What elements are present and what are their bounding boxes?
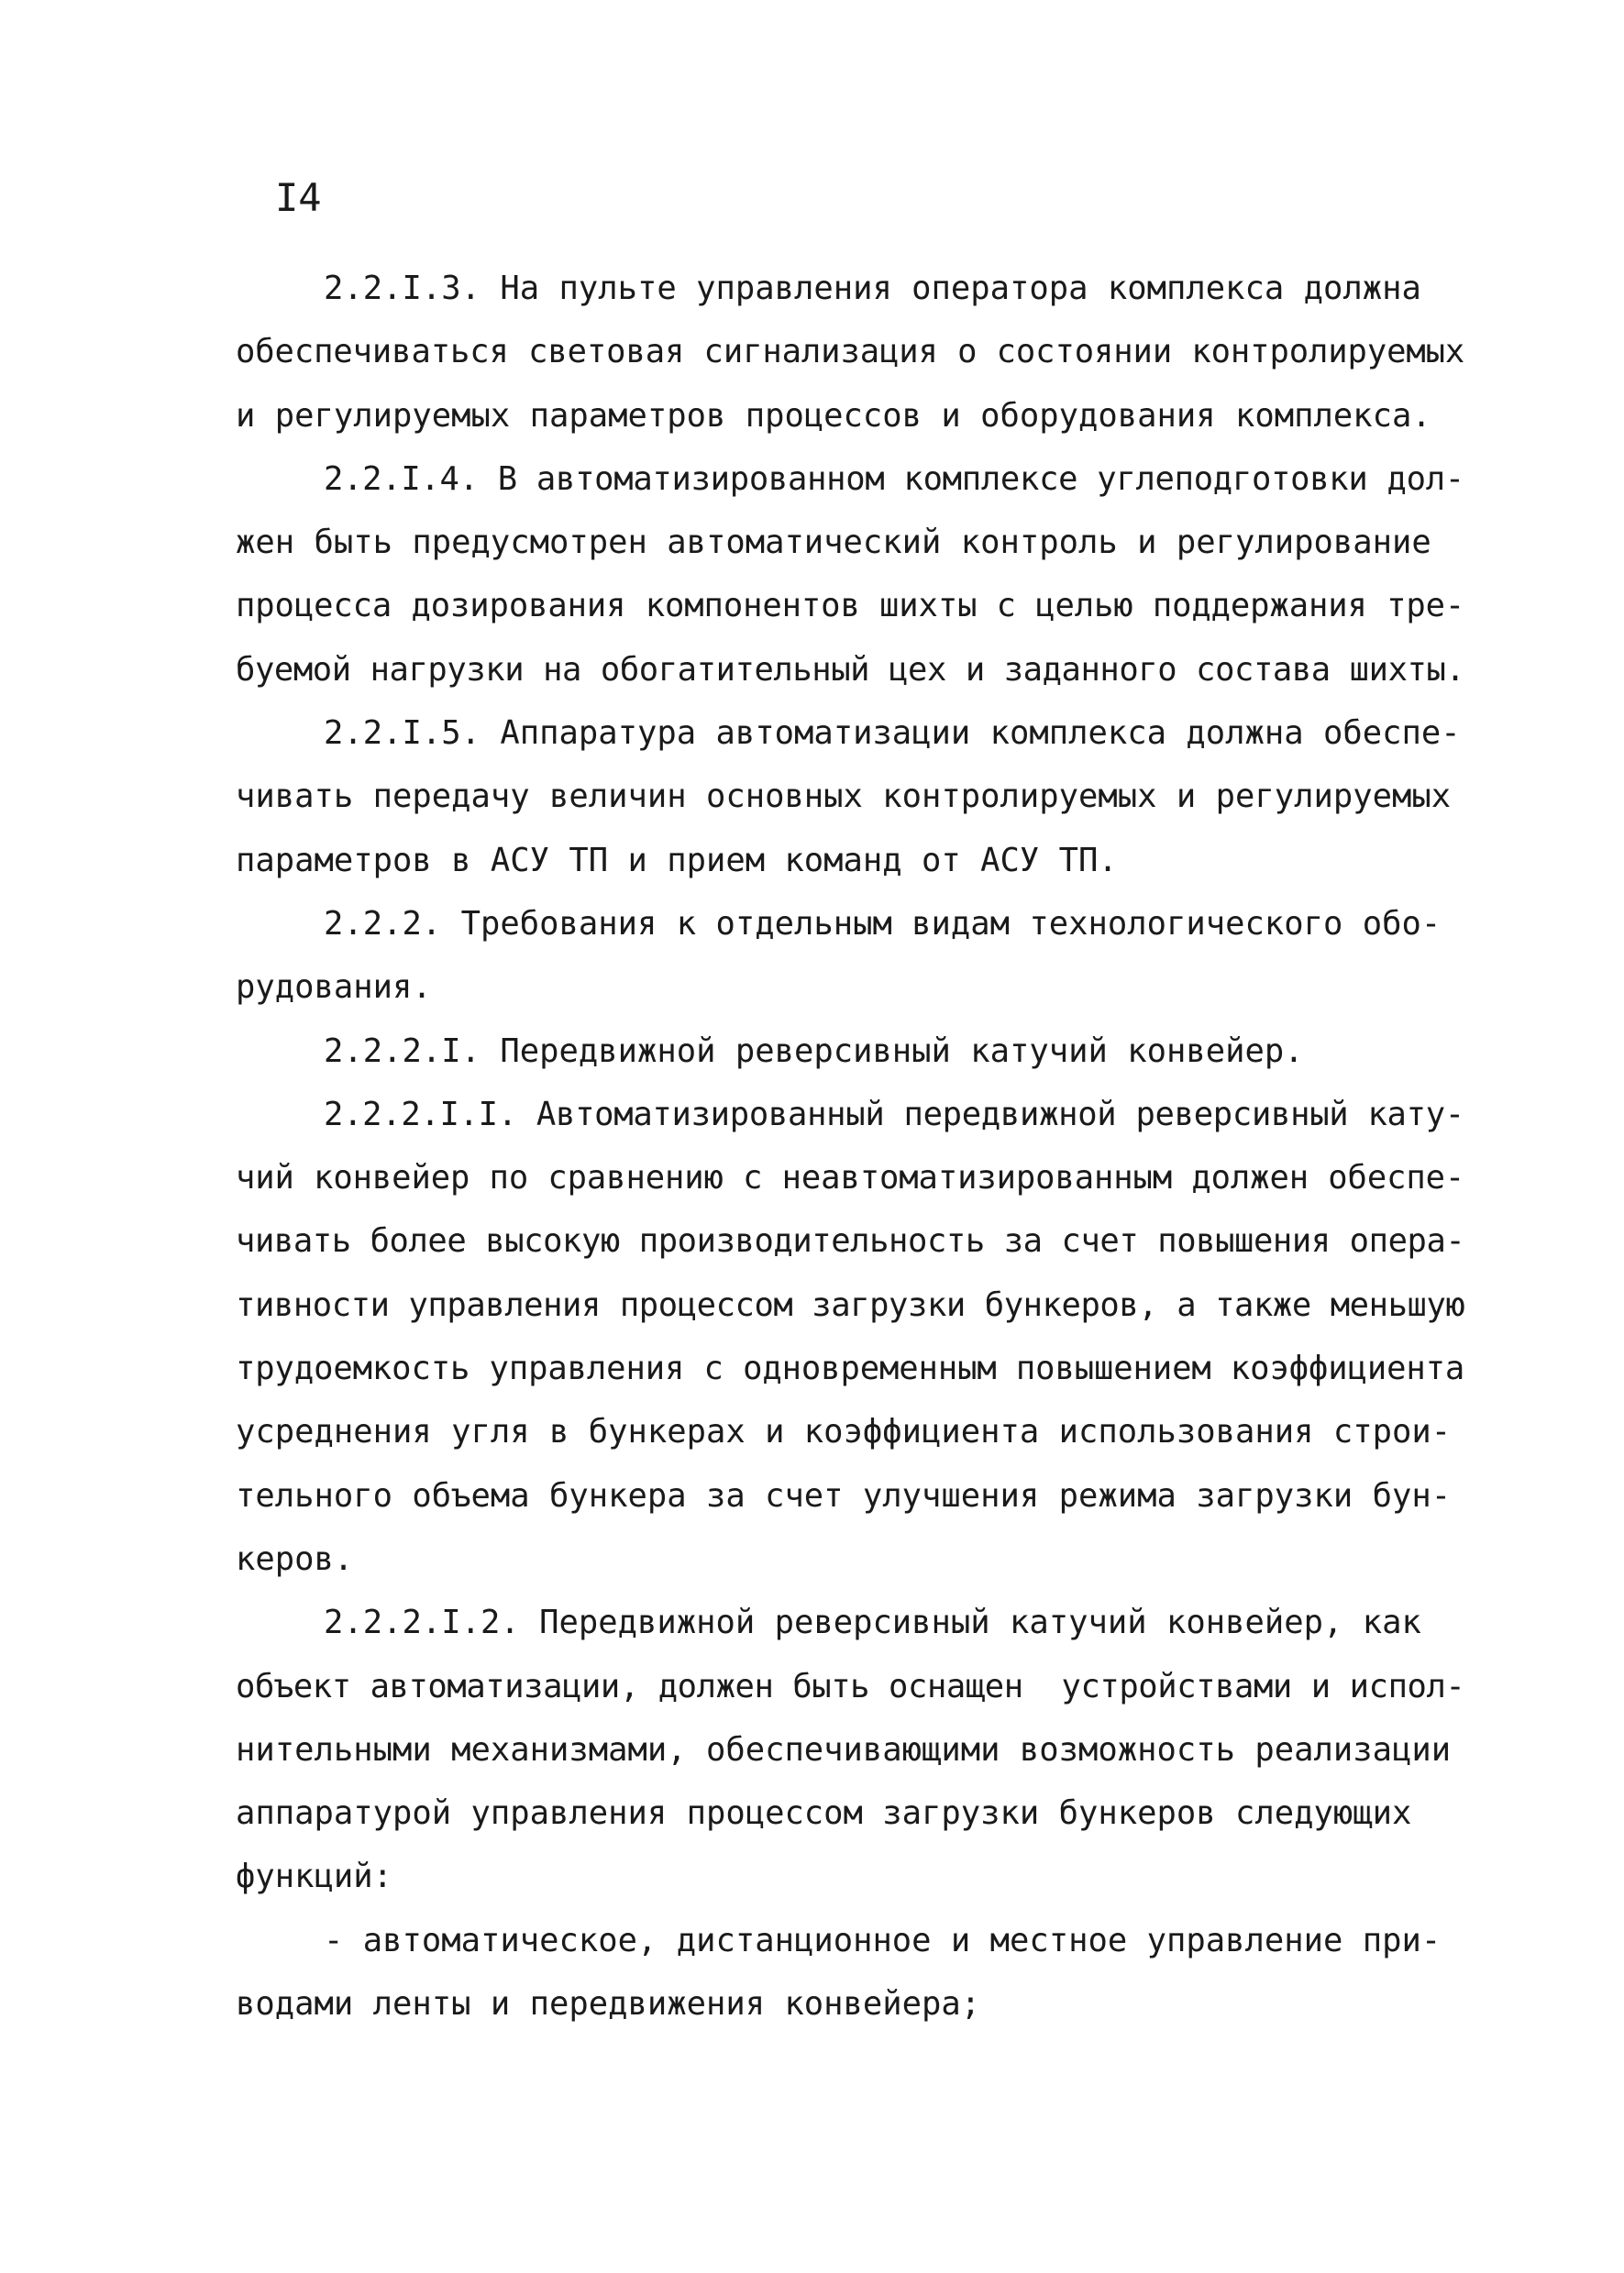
text-line: 2.2.2. Требования к отдельным видам технологического обо-: [324, 904, 1442, 943]
text-line: процесса дозирования компонентов шихты с целью поддержания тре-: [236, 587, 1464, 625]
text-line: чий конвейер по сравнению с неавтоматизированным должен обеспе-: [236, 1159, 1464, 1197]
text-line: керов.: [236, 1539, 354, 1578]
text-line: тельного объема бункера за счет улучшения режима загрузки бун-: [236, 1476, 1452, 1515]
text-line: параметров в АСУ ТП и прием команд от АСУ ТП.: [236, 841, 1118, 879]
text-line: обеспечиваться световая сигнализация о состоянии контролируемых: [236, 333, 1464, 371]
text-line: 2.2.I.4. В автоматизированном комплексе углеподготовки дол-: [324, 459, 1464, 498]
text-line: объект автоматизации, должен быть оснащен устройствами и испол-: [236, 1667, 1464, 1705]
text-line: усреднения угля в бункерах и коэффициента использования строи-: [236, 1413, 1452, 1451]
text-line: 2.2.I.3. На пульте управления оператора комплекса должна: [324, 270, 1421, 307]
text-line: жен быть предусмотрен автоматический контроль и регулирование: [236, 524, 1431, 562]
text-line: 2.2.2.I.2. Передвижной реверсивный катучий конвейер, как: [324, 1604, 1421, 1642]
text-line: буемой нагрузки на обогатительный цех и заданного состава шихты.: [236, 650, 1464, 689]
text-line: чивать более высокую производительность за счет повышения опера-: [236, 1222, 1464, 1261]
text-line: чивать передачу величин основных контролируемых и регулируемых: [236, 778, 1452, 816]
text-line: и регулируемых параметров процессов и оборудования комплекса.: [236, 396, 1431, 435]
document-body: [236, 257, 1464, 2036]
text-line: 2.2.2.I.I. Автоматизированный передвижной реверсивный кату-: [324, 1095, 1464, 1133]
page-number: I4: [275, 175, 322, 220]
text-line: 2.2.I.5. Аппаратура автоматизации комплекса должна обеспе-: [324, 714, 1461, 753]
text-line: функций:: [236, 1858, 392, 1896]
text-line: трудоемкость управления с одновременным повышением коэффициента: [236, 1350, 1464, 1388]
text-line: - автоматическое, дистанционное и местное управление при-: [324, 1921, 1442, 1959]
text-line: рудования.: [236, 968, 432, 1007]
text-line: водами ленты и передвижения конвейера;: [236, 1985, 981, 2024]
text-line: нительными механизмами, обеспечивающими возможность реализации: [236, 1730, 1452, 1769]
text-line: аппаратурой управления процессом загрузки бункеров следующих: [236, 1794, 1412, 1833]
text-line: 2.2.2.I. Передвижной реверсивный катучий конвейер.: [324, 1032, 1304, 1070]
text-line: тивности управления процессом загрузки бункеров, а также меньшую: [236, 1285, 1464, 1324]
